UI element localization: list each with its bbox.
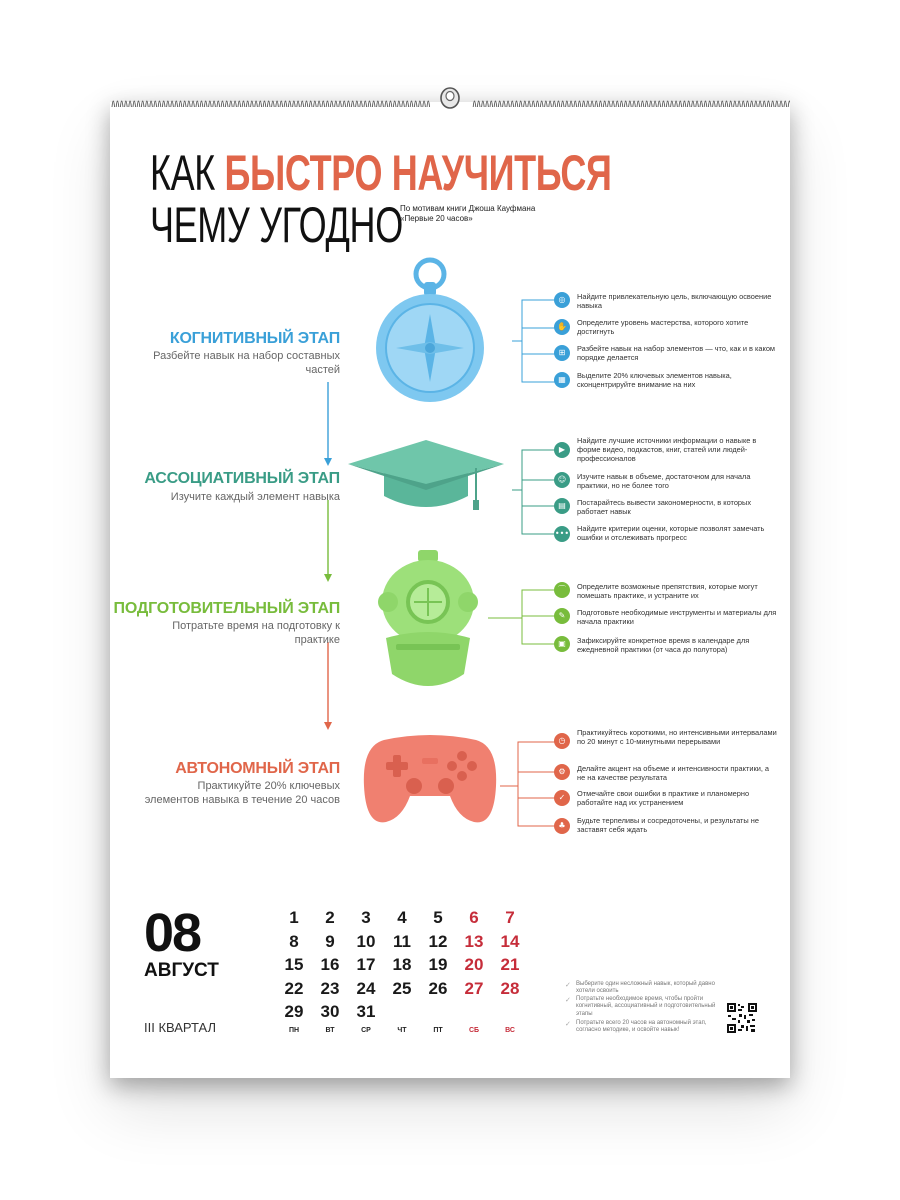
- tips-connector-autonomous: [500, 738, 556, 832]
- tip-cognitive-4: Выделите 20% ключевых элементов навыка, сконцентрируйте внимание на них: [577, 371, 732, 389]
- tip-autonomous-3: Отмечайте свои ошибки в практике и планомерно работайте над их устранением: [577, 789, 750, 807]
- calendar-day: 11: [393, 932, 411, 951]
- calendar-day: 28: [500, 979, 520, 998]
- calendar-day: 15: [284, 955, 304, 974]
- weekday-label: ПН: [288, 1027, 300, 1034]
- calendar-day: 12: [428, 932, 448, 951]
- focus-icon: ▦: [554, 372, 570, 388]
- title-accent: БЫСТРО НАУЧИТЬСЯ: [224, 145, 612, 201]
- weekday-label: СР: [361, 1027, 371, 1034]
- gear-icon: ⚙: [554, 764, 570, 780]
- calendar-day: 20: [464, 955, 484, 974]
- tip-associative-2: Изучите навык в объеме, достаточном для начала практики, но не более того: [577, 472, 751, 490]
- calendar-icon: ▣: [554, 636, 570, 652]
- tip-cognitive-1: Найдите привлекательную цель, включающую освоение навыка: [577, 292, 772, 310]
- stage-desc-autonomous: Практикуйте 20% ключевых элементов навыка в течение 20 часов: [144, 780, 340, 806]
- calendar-day: 10: [356, 932, 376, 951]
- clock-icon: ◷: [554, 733, 570, 749]
- compass-icon: [372, 256, 490, 404]
- weekday-label: ПТ: [433, 1027, 443, 1034]
- check-mark-icon: ✓: [565, 1020, 571, 1028]
- book-byline: [400, 204, 550, 224]
- diving-helmet-icon: [372, 548, 484, 696]
- obstacle-icon: ⌒: [554, 582, 570, 598]
- grid-icon: ▤: [554, 498, 570, 514]
- weekday-label: ВТ: [325, 1027, 335, 1034]
- graduation-cap-icon: [348, 440, 504, 520]
- title-prefix: КАК: [150, 145, 225, 201]
- page-title-line2: ЧЕМУ УГОДНО: [150, 197, 403, 253]
- stage-desc-associative: Изучите каждый элемент навыка: [170, 491, 340, 503]
- tip-cognitive-3: Разбейте навык на набор элементов — что, как и в каком порядке делается: [577, 344, 776, 362]
- handshake-icon: ✋: [554, 319, 570, 335]
- calendar-day: 3: [361, 908, 371, 927]
- tip-cognitive-2: Определите уровень мастерства, которого хотите достигнуть: [577, 318, 749, 336]
- tip-autonomous-4: Будьте терпеливы и сосредоточены, и результаты не заставят себя ждать: [577, 816, 759, 834]
- breakdown-icon: ⊞: [554, 345, 570, 361]
- byline-line2: «Первые 20 часов»: [400, 214, 473, 223]
- weekday-label: СБ: [468, 1027, 480, 1034]
- check-mark-icon: ✓: [565, 996, 571, 1004]
- month-number: 08: [144, 903, 201, 963]
- stage-title-autonomous: АВТОНОМНЫЙ ЭТАП: [175, 760, 340, 777]
- calendar-day: 5: [433, 908, 443, 927]
- gamepad-icon: [362, 734, 498, 826]
- calendar-day: 26: [428, 979, 448, 998]
- tree-icon: ♣: [554, 818, 570, 834]
- month-name: АВГУСТ: [144, 960, 219, 981]
- tip-associative-1: Найдите лучшие источники информации о навыке в форме видео, подкастов, книг, статей или людей-профессионалов: [577, 436, 757, 463]
- calendar-day: 8: [289, 932, 299, 951]
- calendar-day: 18: [392, 955, 412, 974]
- target-icon: ◎: [554, 292, 570, 308]
- check-mark-icon: ✓: [565, 981, 571, 989]
- calendar-day: 29: [284, 1002, 304, 1021]
- calendar-day: 1: [289, 908, 299, 927]
- calendar-day: 2: [325, 908, 335, 927]
- calendar-day: 24: [356, 979, 376, 998]
- stage-title-associative: АССОЦИАТИВНЫЙ ЭТАП: [144, 470, 340, 487]
- stage-desc-cognitive: Разбейте навык на набор составных частей: [153, 350, 340, 376]
- tips-connector-preparatory: [488, 586, 556, 650]
- stage-title-preparatory: ПОДГОТОВИТЕЛЬНЫЙ ЭТАП: [113, 600, 340, 617]
- calendar-day: 25: [392, 979, 412, 998]
- tools-icon: ✎: [554, 608, 570, 624]
- tip-associative-4: Найдите критерии оценки, которые позволят замечать ошибки и отслеживать прогресс: [577, 524, 765, 542]
- note-2: Потратьте необходимое время, чтобы пройти когнитивный, ассоциативный и подготовительный этапы: [576, 996, 716, 1017]
- tip-autonomous-2: Делайте акцент на объеме и интенсивности практики, а не на качестве результата: [577, 764, 770, 782]
- weekday-label: ВС: [505, 1027, 515, 1034]
- calendar-day: 7: [505, 908, 515, 927]
- byline-line1: По мотивам книги Джоша Кауфмана: [400, 204, 536, 213]
- video-icon: ▶: [554, 442, 570, 458]
- note-3: Потратьте всего 20 часов на автономный этап, согласно методике, и освойте навык!: [576, 1020, 707, 1034]
- stage-flow-arrows: [300, 380, 360, 740]
- weekday-label: ЧТ: [397, 1027, 407, 1034]
- check-icon: ✓: [554, 790, 570, 806]
- calendar-day: 17: [356, 955, 376, 974]
- calendar-day: 31: [356, 1002, 376, 1021]
- tips-connector-cognitive: [512, 296, 556, 386]
- tip-preparatory-3: Зафиксируйте конкретное время в календаре для ежедневной практики (от часа до полутора): [577, 636, 750, 654]
- calendar-day: 22: [284, 979, 304, 998]
- tips-connector-associative: [512, 440, 556, 540]
- tip-preparatory-1: Определите возможные препятствия, которые могут помешать практике, и устраните их: [577, 582, 758, 600]
- calendar-day: 4: [397, 908, 407, 927]
- calendar-day: 23: [320, 979, 340, 998]
- tip-autonomous-1: Практикуйтесь короткими, но интенсивными интервалами по 20 минут с 10-минутными перерывами: [577, 728, 777, 746]
- calendar-day: 16: [320, 955, 340, 974]
- calendar-day: 19: [428, 955, 448, 974]
- note-1: Выберите один несложный навык, который давно хотели освоить: [576, 981, 715, 995]
- page-title-line1: [150, 146, 612, 200]
- calendar-day: 13: [464, 932, 484, 951]
- tip-preparatory-2: Подготовьте необходимые инструменты и материалы для начала практики: [577, 608, 777, 626]
- calendar-day: 6: [469, 908, 479, 927]
- qr-code-icon: [727, 1003, 757, 1033]
- person-icon: ☺: [554, 472, 570, 488]
- tip-associative-3: Постарайтесь вывести закономерности, в которых работает навык: [577, 498, 752, 516]
- calendar-day: 9: [325, 932, 335, 951]
- stage-desc-preparatory: Потратьте время на подготовку к практике: [172, 620, 340, 646]
- calendar-day: 21: [500, 955, 520, 974]
- dots-icon: •••: [554, 526, 570, 542]
- quarter-label: III КВАРТАЛ: [144, 1020, 217, 1035]
- hanger-hook-icon: [437, 86, 463, 112]
- calendar-day: 30: [320, 1002, 340, 1021]
- stage-title-cognitive: КОГНИТИВНЫЙ ЭТАП: [169, 330, 340, 347]
- calendar-day: 27: [464, 979, 484, 998]
- calendar-day: 14: [500, 932, 520, 951]
